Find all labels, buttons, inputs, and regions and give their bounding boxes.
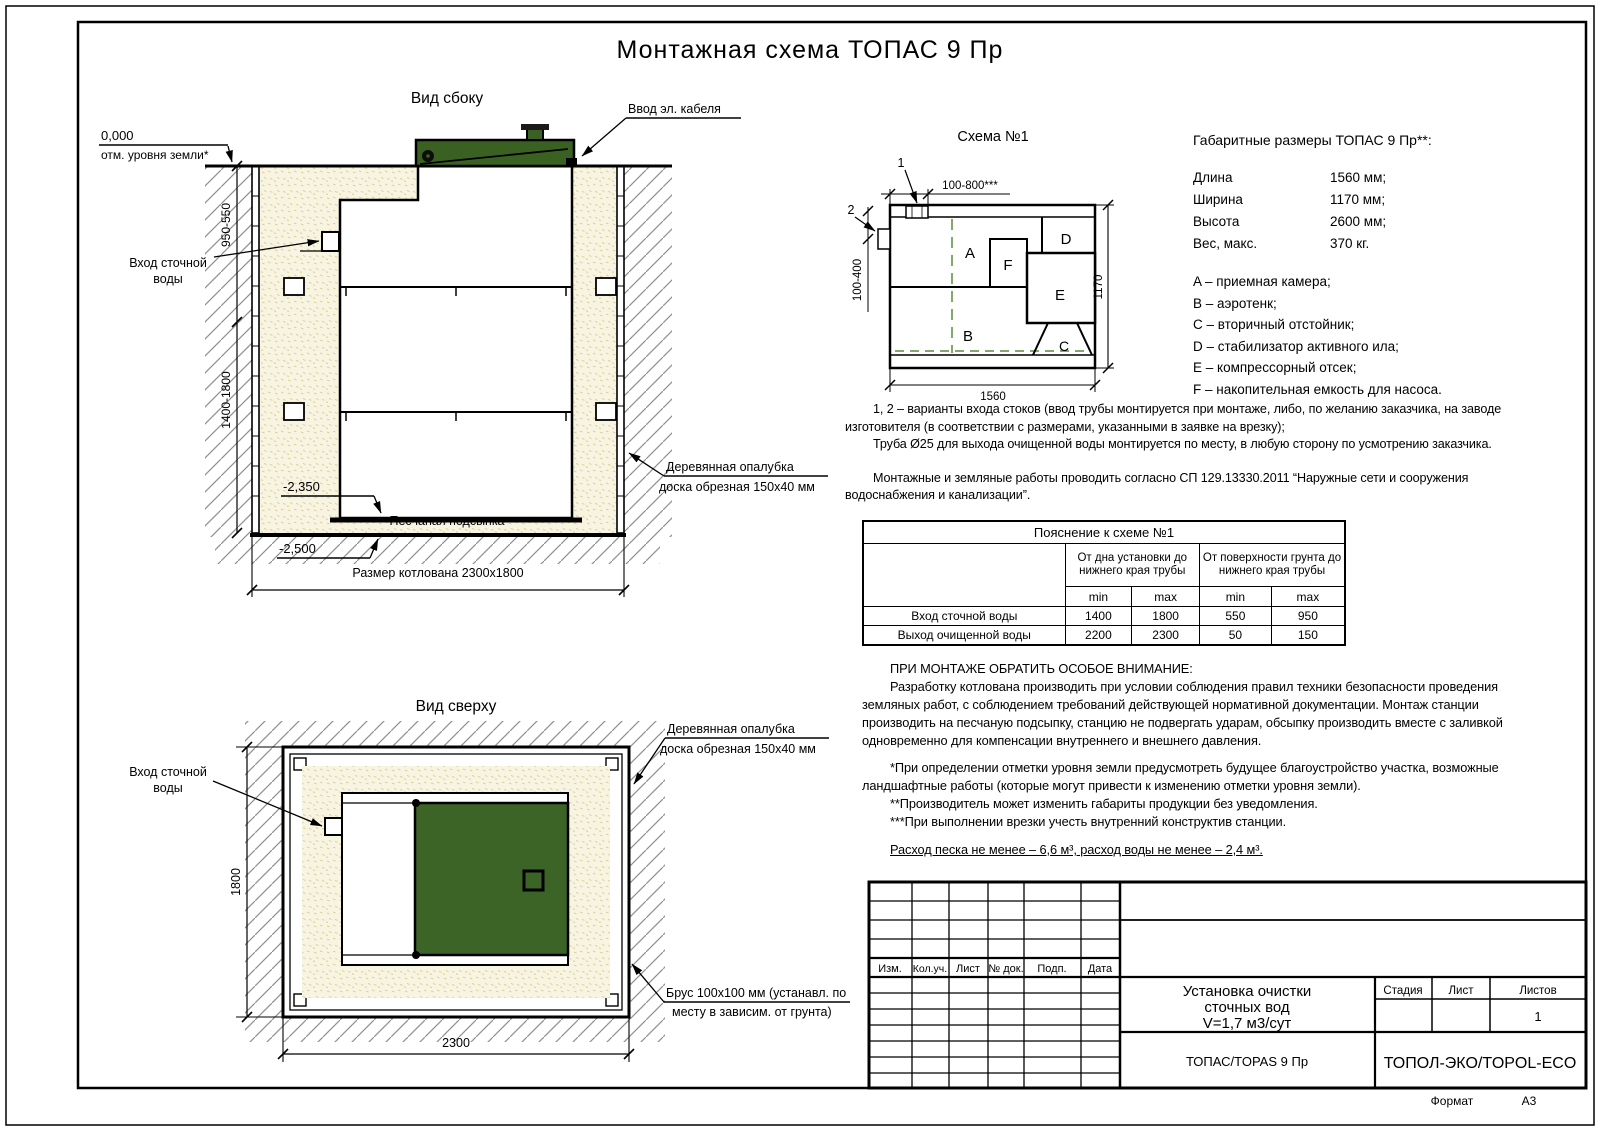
section-e: E: [1054, 287, 1066, 304]
dim-1560: 1560: [980, 391, 1006, 403]
schema-label: Схема №1: [957, 129, 1029, 145]
beam-callout-2: месту в зависим. от грунта): [672, 1005, 832, 1019]
note-variants: 1, 2 – варианты входа стоков (ввод трубы монтируется при монтаже, либо, по желанию заказчика, на заводе изготовителя (в соответствии с размерами, указанными в заявке на врезку);: [845, 402, 1502, 434]
cell-value: 150: [1271, 626, 1345, 646]
col-kol: Кол.уч.: [912, 963, 948, 975]
spec-row-length: [1193, 167, 1538, 189]
inlet-pipe: [322, 232, 339, 251]
legend-item-b: B – аэротенк;: [1193, 295, 1277, 311]
legend-item-d: D – стабилизатор активного ила;: [1193, 338, 1399, 354]
format-value: А3: [1521, 1094, 1537, 1108]
cell-value: 550: [1200, 607, 1272, 626]
inlet-1: [906, 206, 928, 218]
spec-value: 1170 мм;: [1330, 192, 1386, 207]
min-header: min: [1200, 587, 1272, 607]
dim-100-800: 100-800***: [942, 180, 998, 192]
col-doc: № док.: [988, 963, 1024, 975]
sheets-value: 1: [1534, 1009, 1542, 1024]
max-header: max: [1271, 587, 1345, 607]
table-row: [863, 626, 1345, 646]
notes-block: [845, 401, 1561, 505]
formwork-callout-2: доска обрезная 150x40 мм: [659, 480, 815, 494]
dim-950-550: 950-550: [219, 202, 233, 248]
sheets-label: Листов: [1519, 985, 1557, 997]
col-izm: Изм.: [878, 963, 902, 975]
vent-pipe: [527, 129, 543, 140]
explanation-table: [862, 520, 1346, 646]
doc-title-2: сточных вод: [1204, 999, 1290, 1016]
specs-block: [1193, 130, 1538, 400]
legend-item-a: A – приемная камера;: [1193, 274, 1331, 289]
cell-value: 2300: [1132, 626, 1200, 646]
col-podp: Подп.: [1037, 963, 1067, 975]
spec-name: Вес, макс.: [1193, 236, 1258, 251]
company-name: ТОПОЛ-ЭКО/TOPOL-ECO: [1383, 1055, 1577, 1072]
product-name: ТОПАС/TOPAS 9 Пр: [1185, 1054, 1309, 1069]
dim-1800: 1800: [229, 868, 243, 896]
inlet-callout-1: Вход сточной: [129, 256, 207, 270]
top-view-label: Вид сверху: [415, 698, 497, 715]
cell-value: 1400: [1065, 607, 1132, 626]
formwork-callout-2: доска обрезная 150x40 мм: [660, 742, 816, 756]
section-c: C: [1058, 338, 1070, 354]
spec-name: Ширина: [1193, 192, 1243, 207]
table-group-2: От поверхности грунта до нижнего края трубы: [1200, 544, 1346, 587]
sand-label: Песчаная подсыпка: [389, 514, 505, 528]
table-title: Пояснение к схеме №1: [863, 521, 1345, 544]
pit-dimension-label: Размер котлована 2300x1800: [352, 566, 524, 580]
table-corner-cell: [863, 544, 1065, 607]
top-view: [129, 698, 850, 1062]
specs-title: Габаритные размеры ТОПАС 9 Пр**:: [1193, 132, 1432, 148]
section-f: F: [1003, 257, 1013, 274]
point-1-label: 1: [897, 156, 905, 170]
section-legend: [1193, 271, 1538, 400]
inlet-pipe: [325, 818, 342, 835]
legend-item-f: F – накопительная емкость для насоса.: [1193, 381, 1442, 397]
consumption-note: Расход песка не менее – 6,6 м³, расход воды не менее – 2,4 м³.: [890, 842, 1263, 857]
section-b: B: [962, 328, 974, 345]
spec-value: 2600 мм;: [1330, 214, 1387, 229]
note-outlet-pipe: Труба Ø25 для выхода очищенной воды монтируется по месту, в любую сторону по усмотрению заказчика.: [873, 437, 1492, 451]
level-zero-note: отм. уровня земли*: [101, 148, 209, 162]
max-header: max: [1132, 587, 1200, 607]
inlet-2: [878, 229, 890, 249]
attention-paragraph: Разработку котлована производить при условии соблюдения правил техники безопасности проведения земляных работ, с соблюдением требований действующей нормативной документации. Монтаж станции производить на песчаную подсыпку, станцию не подвергать ударам, обсыпку производить вместе с заливкой одновременно для компенсации внутреннего и внешнего давления.: [862, 679, 1503, 748]
tank-lid-plan: [415, 803, 568, 955]
cable-entry: [566, 158, 577, 166]
doc-title-3: V=1,7 м3/сут: [1202, 1015, 1292, 1032]
level-2500: -2,500: [279, 541, 316, 556]
inlet-callout-1: Вход сточной: [129, 765, 207, 779]
spec-value: 370 кг.: [1330, 236, 1370, 251]
col-list: Лист: [956, 963, 980, 975]
spec-row-weight: [1193, 233, 1538, 255]
formwork-callout-1: Деревянная опалубка: [667, 722, 795, 736]
note-sp-standard: Монтажные и земляные работы проводить согласно СП 129.13330.2011 “Наружные сети и сооружения водоснабжения и канализации”.: [845, 470, 1469, 502]
vent-cap: [521, 124, 549, 130]
table-group-1: От дна установки до нижнего края трубы: [1065, 544, 1199, 587]
point-2-label: 2: [847, 203, 855, 217]
level-zero-value: 0,000: [101, 128, 134, 143]
footnote-2: **Производитель может изменить габариты продукции без уведомления.: [890, 796, 1318, 811]
side-view: [99, 90, 828, 597]
cable-callout: Ввод эл. кабеля: [628, 102, 721, 116]
doc-title-1: Установка очистки: [1182, 983, 1312, 1000]
cell-value: 50: [1200, 626, 1272, 646]
section-d: D: [1060, 231, 1072, 248]
title-block: [869, 882, 1586, 1108]
footnote-1: *При определении отметки уровня земли предусмотреть будущее благоустройство участка, возможные ландшафтные работы (которые могут привести к изменению отметки уровня земли).: [862, 760, 1499, 793]
attention-heading: ПРИ МОНТАЖЕ ОБРАТИТЬ ОСОБОЕ ВНИМАНИЕ:: [890, 661, 1193, 676]
footnote-3: ***При выполнении врезки учесть внутренний конструктив станции.: [890, 814, 1287, 829]
cell-value: 2200: [1065, 626, 1132, 646]
side-view-label: Вид сбоку: [410, 90, 484, 107]
dim-100-400: 100-400: [852, 258, 864, 302]
dim-1170: 1170: [1093, 274, 1105, 300]
stage-label: Стадия: [1383, 985, 1423, 997]
formwork-left: [252, 166, 259, 533]
spec-value: 1560 мм;: [1330, 170, 1387, 185]
page-title: Монтажная схема ТОПАС 9 Пр: [616, 36, 1004, 64]
level-2350: -2,350: [283, 479, 320, 494]
cell-value: 950: [1271, 607, 1345, 626]
legend-item-e: E – компрессорный отсек;: [1193, 360, 1357, 375]
col-data: Дата: [1087, 963, 1113, 975]
spec-name: Длина: [1193, 170, 1233, 185]
dim-2300: 2300: [442, 1036, 470, 1050]
formwork-callout-1: Деревянная опалубка: [666, 460, 794, 474]
section-a: A: [964, 245, 976, 262]
format-label: Формат: [1430, 1094, 1474, 1108]
schema-1: [848, 129, 1114, 403]
inlet-callout-2: воды: [153, 781, 183, 795]
table-row: [863, 607, 1345, 626]
row-name: Вход сточной воды: [863, 607, 1065, 626]
spec-row-height: [1193, 211, 1538, 233]
row-name: Выход очищенной воды: [863, 626, 1065, 646]
spec-name: Высота: [1193, 214, 1240, 229]
legend-item-c: C – вторичный отстойник;: [1193, 317, 1355, 332]
beam-callout-1: Брус 100x100 мм (устанавл. по: [666, 986, 847, 1000]
min-header: min: [1065, 587, 1132, 607]
dim-1400-1800: 1400-1800: [219, 371, 233, 429]
tank-body: [340, 166, 572, 518]
attention-block: [862, 660, 1552, 859]
sheet-label: Лист: [1448, 985, 1474, 997]
cell-value: 1800: [1132, 607, 1200, 626]
formwork-right: [617, 166, 624, 533]
spec-row-width: [1193, 189, 1538, 211]
inlet-callout-2: воды: [153, 272, 183, 286]
